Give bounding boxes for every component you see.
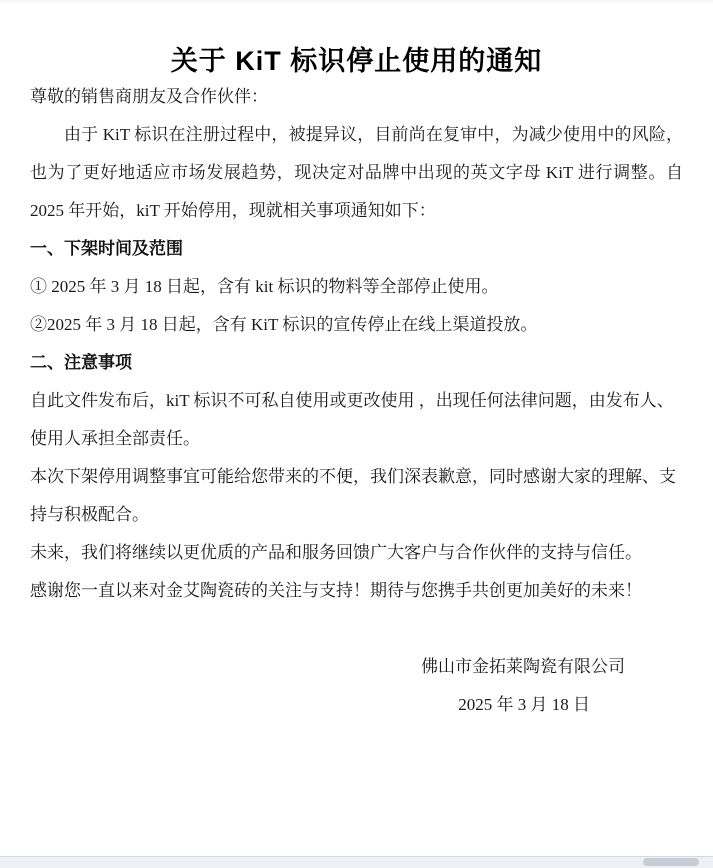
section-2-paragraph-1: 自此文件发布后，kiT 标识不可私自使用或更改使用 ，出现任何法律问题，由发布人、使用人承担全部责任。 xyxy=(30,391,674,448)
signature-block xyxy=(30,648,683,724)
horizontal-scrollbar[interactable] xyxy=(0,856,713,868)
notice-title: 关于 KiT 标识停止使用的通知 xyxy=(170,46,543,76)
section-1-item-1: ① 2025 年 3 月 18 日起，含有 kit 标识的物料等全部停止使用。 xyxy=(30,277,499,296)
scrollbar-thumb[interactable] xyxy=(643,858,699,866)
signature-date: 2025 年 3 月 18 日 xyxy=(458,695,590,714)
section-1-item-2: ②2025 年 3 月 18 日起，含有 KiT 标识的宣传停止在线上渠道投放。 xyxy=(30,315,538,334)
signature-company: 佛山市金拓莱陶瓷有限公司 xyxy=(421,657,625,676)
section-2-heading: 二、注意事项 xyxy=(30,353,132,372)
intro-paragraph: 由于 KiT 标识在注册过程中，被提异议，目前尚在复审中，为减少使用中的风险，也为了更好地适应市场发展趋势，现决定对品牌中出现的英文字母 KiT 进行调整。自 2025 年开始，kiT 开始停用，现就相关事项通知如下： xyxy=(30,125,683,220)
section-2-paragraph-2: 本次下架停用调整事宜可能给您带来的不便，我们深表歉意，同时感谢大家的理解、支持与积极配合。 xyxy=(30,467,676,524)
page-top-edge xyxy=(0,0,713,3)
greeting-line: 尊敬的销售商朋友及合作伙伴： xyxy=(30,87,268,106)
section-2-paragraph-3: 未来，我们将继续以更优质的产品和服务回馈广大客户与合作伙伴的支持与信任。 xyxy=(30,543,642,562)
section-2-paragraph-4: 感谢您一直以来对金艾陶瓷砖的关注与支持！期待与您携手共创更加美好的未来！ xyxy=(30,581,642,600)
section-1-heading: 一、下架时间及范围 xyxy=(30,239,183,258)
